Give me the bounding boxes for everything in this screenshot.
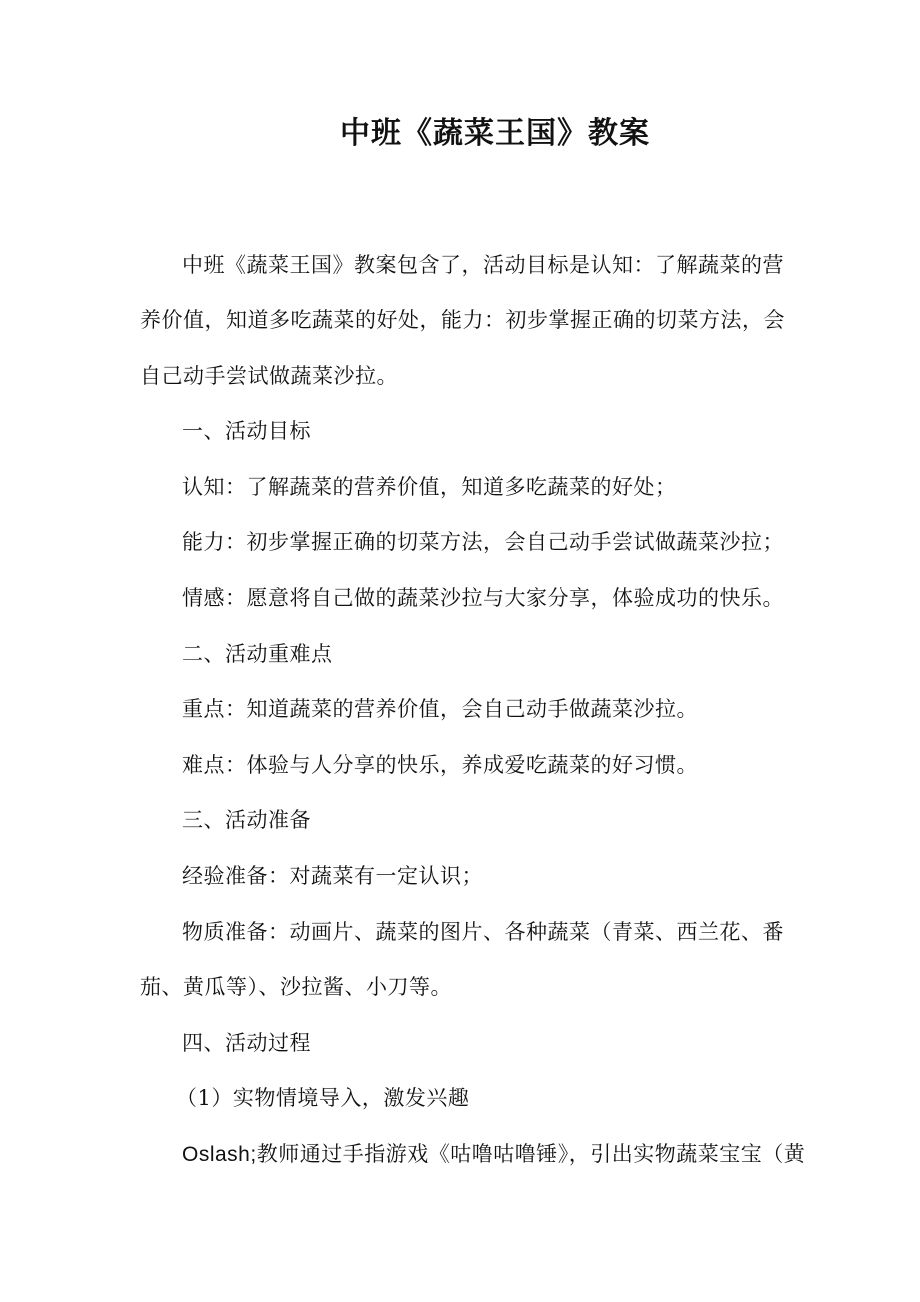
process-step-1-text: [182, 1139, 805, 1170]
bullet-entity-text: Oslash;: [182, 1143, 257, 1166]
objective-cognition: 认知：了解蔬菜的营养价值，知道多吃蔬菜的好处；: [182, 475, 677, 499]
process-step-1-body: 教师通过手指游戏《咕噜咕噜锤》，引出实物蔬菜宝宝（黄: [256, 1142, 806, 1166]
section-heading-preparation: 三、活动准备: [182, 808, 311, 832]
objective-ability: 能力：初步掌握正确的切菜方法，会自己动手尝试做蔬菜沙拉；: [182, 530, 784, 554]
section-heading-objectives: 一、活动目标: [182, 419, 311, 443]
material-preparation-line-2: 茄、黄瓜等）、沙拉酱、小刀等。: [140, 975, 452, 999]
material-preparation-line-1: 物质准备：动画片、蔬菜的图片、各种蔬菜（青菜、西兰花、番: [182, 920, 784, 944]
intro-paragraph-line-1: 中班《蔬菜王国》教案包含了，活动目标是认知：了解蔬菜的营: [182, 253, 784, 277]
process-step-1-heading: （1）实物情境导入，激发兴趣: [176, 1086, 470, 1110]
intro-paragraph-line-3: 自己动手尝试做蔬菜沙拉。: [140, 364, 398, 388]
document-title: 中班《蔬菜王国》教案: [340, 116, 650, 151]
section-heading-key-points: 二、活动重难点: [182, 642, 333, 666]
experience-preparation: 经验准备：对蔬菜有一定认识；: [182, 864, 483, 888]
section-heading-process: 四、活动过程: [182, 1031, 311, 1055]
key-point: 重点：知道蔬菜的营养价值，会自己动手做蔬菜沙拉。: [182, 697, 698, 721]
intro-paragraph-line-2: 养价值，知道多吃蔬菜的好处，能力：初步掌握正确的切菜方法，会: [140, 308, 785, 332]
difficult-point: 难点：体验与人分享的快乐，养成爱吃蔬菜的好习惯。: [182, 753, 698, 777]
objective-emotion: 情感：愿意将自己做的蔬菜沙拉与大家分享，体验成功的快乐。: [182, 586, 784, 610]
